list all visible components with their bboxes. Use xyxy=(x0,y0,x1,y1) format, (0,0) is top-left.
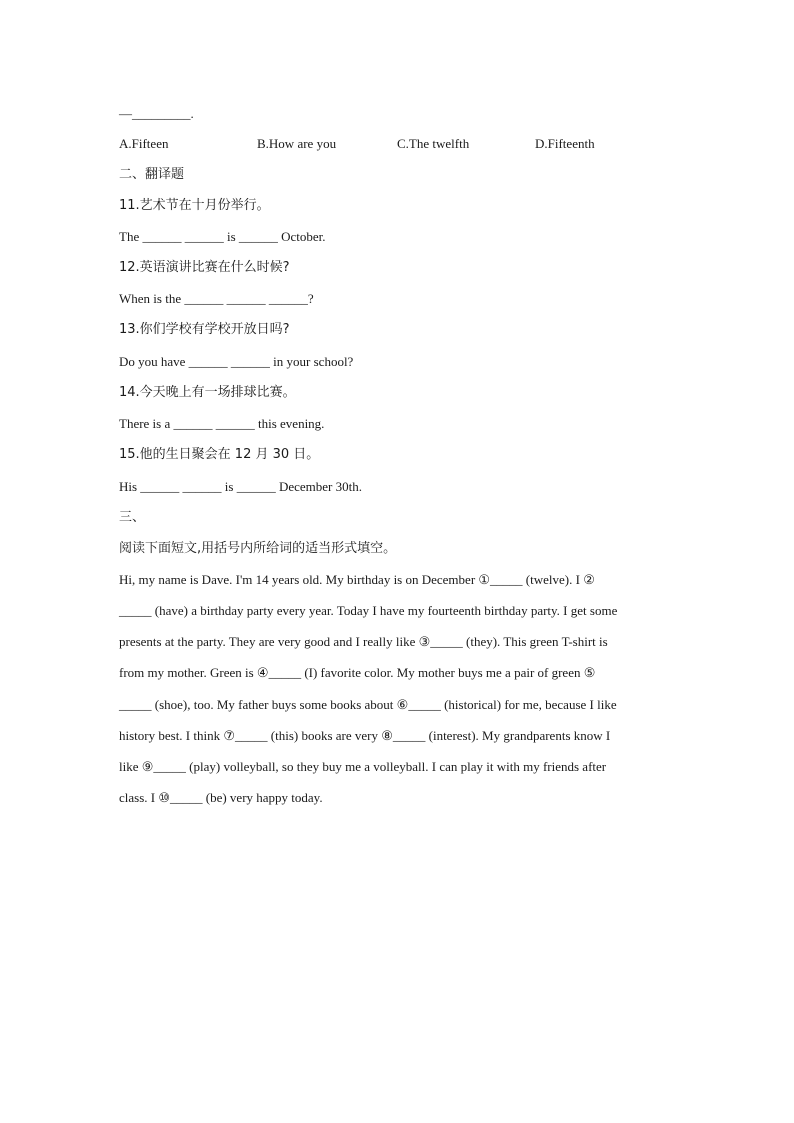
passage-line: presents at the party. They are very good and I really like ③_____ (they). This green T-shirt is xyxy=(119,634,608,649)
question-13-chinese: 13.你们学校有学校开放日吗? xyxy=(119,322,290,337)
passage-line: Hi, my name is Dave. I'm 14 years old. My birthday is on December ①_____ (twelve). I ② xyxy=(119,572,595,587)
section-instruction: 阅读下面短文,用括号内所给词的适当形式填空。 xyxy=(119,541,397,556)
passage-line: class. I ⑩_____ (be) very happy today. xyxy=(119,790,323,805)
passage-line: _____ (have) a birthday party every year. Today I have my fourteenth birthday party. I get some xyxy=(119,603,618,618)
question-14-english: There is a ______ ______ this evening. xyxy=(119,416,325,431)
question-14-chinese: 14.今天晚上有一场排球比赛。 xyxy=(119,385,296,400)
option-b: B.How are you xyxy=(257,136,337,151)
option-d: D.Fifteenth xyxy=(535,136,595,151)
question-15-english: His ______ ______ is ______ December 30th. xyxy=(119,479,363,494)
question-12-chinese: 12.英语演讲比赛在什么时候? xyxy=(119,260,290,275)
option-a: A.Fifteen xyxy=(119,136,169,151)
question-11-english: The ______ ______ is ______ October. xyxy=(119,229,326,244)
passage-line: like ⑨_____ (play) volleyball, so they buy me a volleyball. I can play it with my friends after xyxy=(119,759,607,774)
passage-line: _____ (shoe), too. My father buys some books about ⑥_____ (historical) for me, because I like xyxy=(119,697,617,712)
question-11-chinese: 11.艺术节在十月份举行。 xyxy=(119,198,270,213)
passage-line: from my mother. Green is ④_____ (I) favorite color. My mother buys me a pair of green ⑤ xyxy=(119,665,596,680)
section-heading-three: 三、 xyxy=(119,510,146,525)
option-c: C.The twelfth xyxy=(397,136,470,151)
previous-question-blank: —_________. xyxy=(119,106,194,121)
question-13-english: Do you have ______ ______ in your school? xyxy=(119,354,354,369)
question-15-chinese: 15.他的生日聚会在 12 月 30 日。 xyxy=(119,447,320,462)
section-heading-translation: 二、翻译题 xyxy=(119,167,185,182)
question-12-english: When is the ______ ______ ______? xyxy=(119,291,314,306)
passage-line: history best. I think ⑦_____ (this) books are very ⑧_____ (interest). My grandparents know I xyxy=(119,728,611,743)
